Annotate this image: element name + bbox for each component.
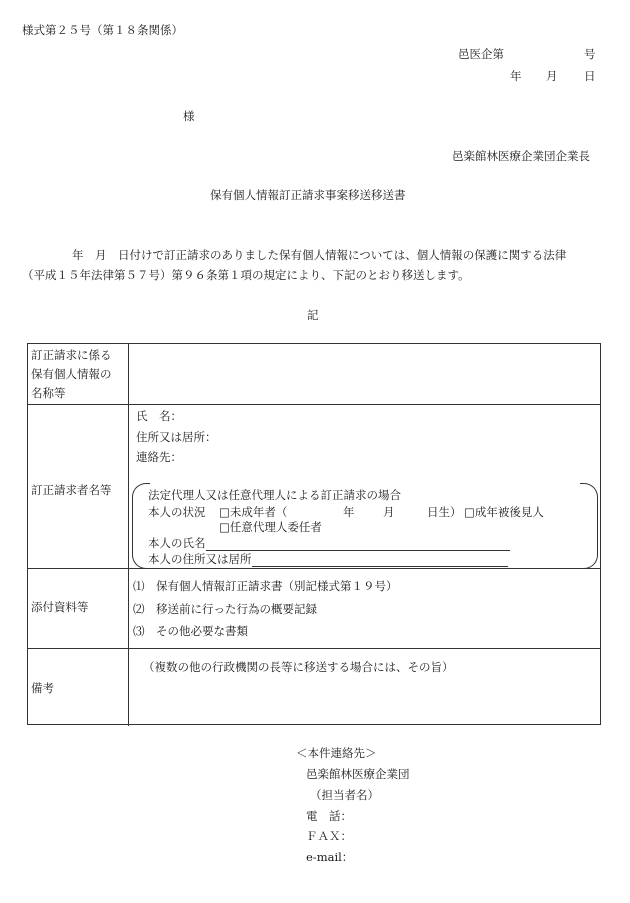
contact-tel: 電 話： [306, 809, 352, 823]
agent-bracket-left [132, 483, 150, 569]
label-line-1: 訂正請求に係る [31, 348, 112, 362]
label-remarks [28, 649, 129, 726]
table-row-attachments [28, 569, 600, 649]
attachment-no: ⑶ [133, 624, 145, 638]
label-requester-text: 訂正請求者名等 [31, 483, 112, 497]
transfer-table [27, 343, 601, 725]
attachment-no: ⑴ [133, 579, 145, 593]
attachments-value [129, 569, 600, 648]
attachment-item-1 [133, 578, 398, 594]
minor-checkbox[interactable]: □未成年者（ [219, 505, 288, 519]
attachment-text: 移送前に行った行為の概要記録 [156, 602, 317, 616]
agent-status-label: 本人の状況 [148, 505, 206, 519]
addressee-honorific: 様 [183, 109, 195, 123]
person-name-label [148, 535, 510, 551]
requester-value [129, 405, 600, 568]
label-document-name [28, 344, 129, 404]
agent-bracket-right [580, 483, 598, 569]
birth-month: 月 [383, 505, 395, 519]
voluntary-agent-checkbox[interactable]: □任意代理人委任者 [219, 520, 322, 534]
table-row-requester [28, 405, 600, 569]
date-month: 月 [546, 69, 558, 83]
reference-number-prefix: 邑医企第 [458, 47, 504, 61]
label-remarks-text: 備考 [31, 681, 54, 695]
adult-ward-checkbox[interactable]: □成年被後見人 [464, 505, 544, 519]
body-line-1: 年 月 日付けで訂正請求のありました保有個人情報については、個人情報の保護に関する法律 [72, 248, 567, 262]
contact-heading: ＜本件連絡先＞ [296, 746, 377, 760]
date-year: 年 [510, 69, 522, 83]
person-name-field[interactable] [206, 538, 510, 551]
sender-name: 邑楽館林医療企業団企業長 [452, 149, 590, 163]
requester-contact: 連絡先： [136, 450, 182, 464]
attachment-item-2 [133, 601, 317, 617]
person-address-field[interactable] [252, 554, 508, 567]
document-title: 保有個人情報訂正請求事案移送移送書 [210, 188, 406, 202]
attachment-text: その他必要な書類 [156, 624, 248, 638]
person-address-label [148, 551, 508, 567]
label-attachments-text: 添付資料等 [31, 600, 89, 614]
attachment-no: ⑵ [133, 602, 145, 616]
remarks-value[interactable] [129, 649, 600, 726]
person-name-text: 本人の氏名 [148, 536, 206, 550]
requester-address: 住所又は居所： [136, 430, 217, 444]
table-row-document-name [28, 344, 600, 405]
requester-name: 氏 名： [136, 409, 182, 423]
date-day: 日 [584, 69, 596, 83]
form-number: 様式第２５号（第１８条関係） [22, 23, 183, 37]
table-row-remarks [28, 649, 600, 726]
agent-heading: 法定代理人又は任意代理人による訂正請求の場合 [148, 488, 401, 502]
label-requester [28, 405, 129, 568]
contact-organization: 邑楽館林医療企業団 [306, 767, 410, 781]
contact-person: （担当者名） [310, 788, 379, 802]
body-line-2: （平成１５年法律第５７号）第９６条第１項の規定により、下記のとおり移送します。 [22, 268, 470, 282]
attachment-text: 保有個人情報訂正請求書（別記様式第１９号） [156, 579, 398, 593]
person-address-text: 本人の住所又は居所 [148, 552, 252, 566]
birth-year: 年 [343, 505, 355, 519]
attachment-item-3 [133, 623, 248, 639]
document-name-value[interactable] [129, 344, 600, 404]
label-line-3: 名称等 [31, 386, 66, 400]
birth-day: 日生） [427, 505, 462, 519]
label-line-2: 保有個人情報の [31, 367, 112, 381]
remarks-note: （複数の他の行政機関の長等に移送する場合には、その旨） [143, 660, 454, 674]
ki-heading: 記 [307, 308, 319, 322]
reference-number-suffix: 号 [584, 47, 596, 61]
contact-fax: ＦＡＸ： [306, 829, 352, 843]
label-attachments [28, 569, 129, 648]
contact-email: e-mail： [306, 850, 354, 864]
